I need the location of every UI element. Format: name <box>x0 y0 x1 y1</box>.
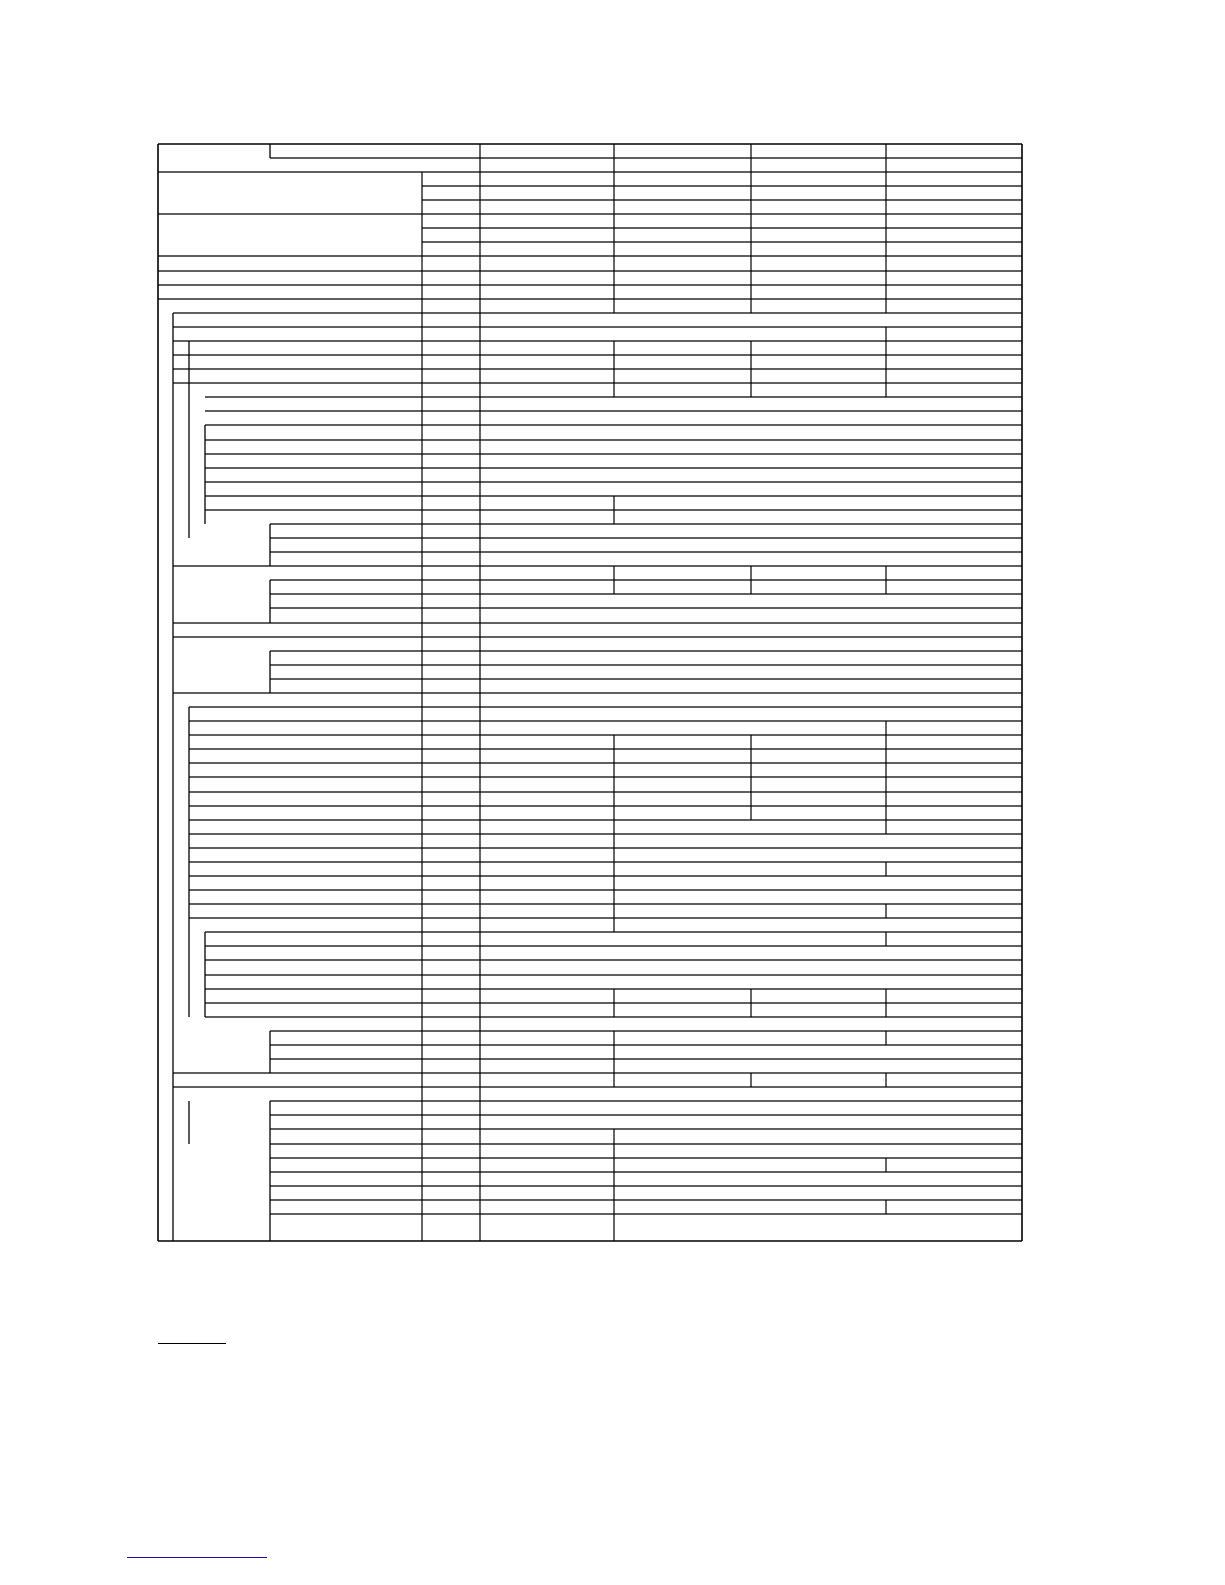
footer-link-underline[interactable] <box>127 1557 267 1558</box>
note-underline <box>158 1343 226 1344</box>
